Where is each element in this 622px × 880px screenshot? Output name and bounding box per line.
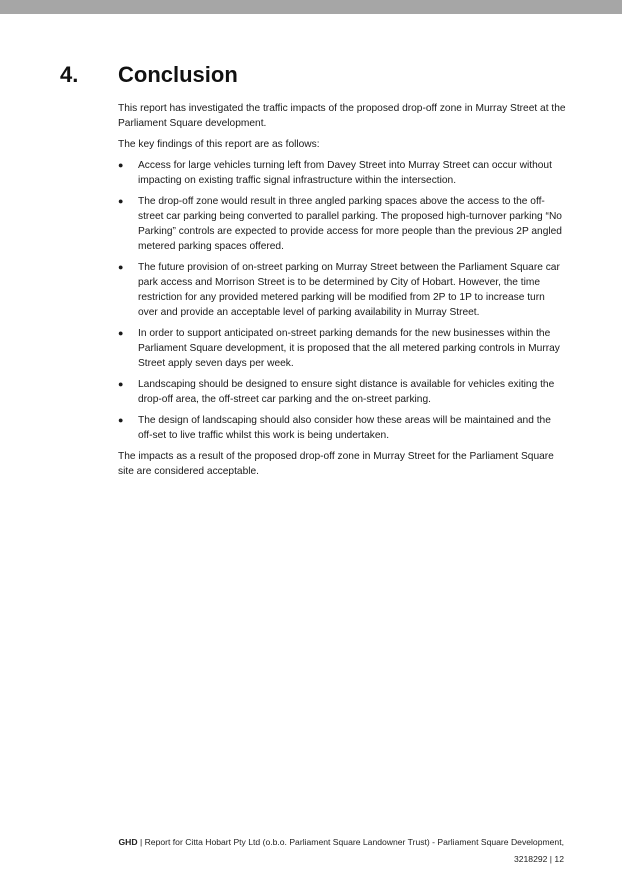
bullet-icon: ●	[118, 160, 124, 170]
footer-report-title: | Report for Citta Hobart Pty Ltd (o.b.o. Parliament Square Landowner Trust) - Parliament Square Development,	[137, 837, 564, 847]
findings-lead: The key findings of this report are as follows:	[118, 139, 320, 150]
header-band	[0, 0, 622, 14]
section-title: Conclusion	[118, 62, 238, 87]
section-number: 4.	[60, 62, 79, 87]
finding-item	[118, 326, 566, 371]
bullet-icon: ●	[118, 328, 124, 338]
closing-paragraph: The impacts as a result of the proposed drop-off zone in Murray Street for the Parliament Square site are considered acceptable.	[118, 451, 554, 477]
finding-text: The drop-off zone would result in three angled parking spaces above the access to the off-street car parking being converted to parallel parking. The proposed high-turnover parking “No Parking” controls are expected to provide access for more people than the previous 2P angled metered parking spaces offered.	[138, 196, 562, 252]
section-heading	[60, 60, 238, 90]
bullet-icon: ●	[118, 196, 124, 206]
footer-ref-page: 3218292 | 12	[513, 854, 564, 864]
bullet-icon: ●	[118, 262, 124, 272]
finding-item	[118, 194, 566, 254]
finding-item	[118, 158, 566, 188]
page-footer	[84, 834, 564, 868]
footer-company: GHD	[118, 837, 138, 847]
finding-text: Landscaping should be designed to ensure sight distance is available for vehicles exiting the drop-off area, the off-street car parking and the on-street parking.	[138, 379, 555, 405]
finding-text: The future provision of on-street parking on Murray Street between the Parliament Square car park access and Morrison Street is to be determined by City of Hobart. However, the time restriction for any provided metered parking will be modified from 2P to 1P to increase turn over and provide an acceptable level of parking availability in Murray Street.	[138, 262, 560, 318]
finding-text: The design of landscaping should also consider how these areas will be maintained and the off-set to live traffic whilst this work is being undertaken.	[138, 415, 551, 441]
footer-report-line	[84, 834, 564, 851]
finding-text: Access for large vehicles turning left from Davey Street into Murray Street can occur without impacting on existing traffic signal infrastructure within the intersection.	[138, 160, 552, 186]
finding-item	[118, 413, 566, 443]
bullet-icon: ●	[118, 379, 124, 389]
finding-item	[118, 260, 566, 320]
intro-paragraph: This report has investigated the traffic impacts of the proposed drop-off zone in Murray Street at the Parliament Square development.	[118, 103, 566, 129]
bullet-icon: ●	[118, 415, 124, 425]
findings-list	[118, 158, 566, 443]
finding-text: In order to support anticipated on-street parking demands for the new businesses within the Parliament Square development, it is proposed that the all metered parking controls in Murray Street apply seven days per week.	[138, 328, 560, 369]
section-body	[118, 101, 566, 485]
finding-item	[118, 377, 566, 407]
